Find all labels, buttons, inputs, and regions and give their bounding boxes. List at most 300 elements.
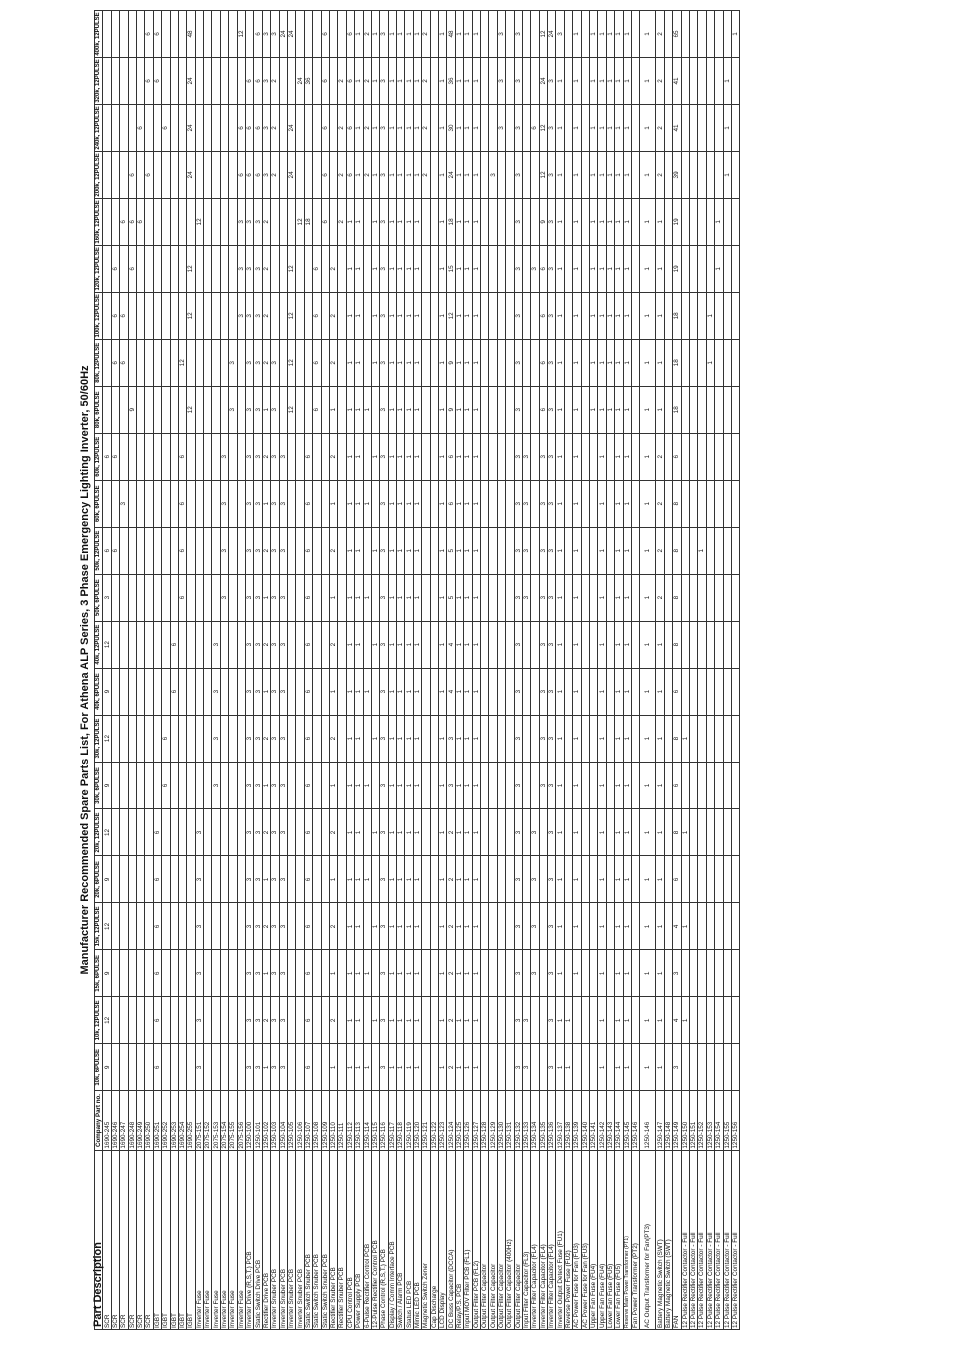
part-description-cell: Relay/P.S. PCB bbox=[455, 1150, 463, 1329]
quantity-cell: 1 bbox=[405, 715, 413, 762]
quantity-cell: 3 bbox=[497, 104, 505, 151]
quantity-cell bbox=[681, 621, 689, 668]
quantity-cell: 1 bbox=[598, 997, 606, 1044]
quantity-cell bbox=[170, 433, 178, 480]
quantity-cell: 1 bbox=[623, 856, 631, 903]
capacity-header: 120k, 12PULSE bbox=[95, 247, 102, 291]
quantity-cell: 3 bbox=[212, 668, 220, 715]
quantity-cell bbox=[237, 809, 245, 856]
quantity-cell: 3 bbox=[514, 480, 522, 527]
quantity-cell: 3 bbox=[539, 668, 547, 715]
quantity-cell bbox=[153, 715, 161, 762]
quantity-cell bbox=[590, 480, 598, 527]
quantity-cell: 6 bbox=[145, 151, 153, 198]
quantity-cell: 1 bbox=[615, 527, 623, 574]
quantity-cell: 1 bbox=[371, 104, 379, 151]
quantity-cell bbox=[363, 903, 371, 950]
quantity-cell: 1 bbox=[472, 57, 480, 104]
quantity-cell: 24 bbox=[187, 104, 195, 151]
quantity-cell bbox=[664, 292, 672, 339]
quantity-cell: 1 bbox=[598, 668, 606, 715]
quantity-cell: 3 bbox=[237, 245, 245, 292]
table-row bbox=[581, 11, 589, 1330]
quantity-cell: 1 bbox=[564, 1044, 572, 1091]
quantity-cell: 6 bbox=[313, 339, 321, 386]
quantity-cell: 1 bbox=[388, 151, 396, 198]
quantity-cell bbox=[120, 104, 128, 151]
quantity-cell bbox=[178, 856, 186, 903]
quantity-cell bbox=[531, 997, 539, 1044]
quantity-cell bbox=[153, 386, 161, 433]
quantity-cell bbox=[689, 856, 697, 903]
quantity-cell: 6 bbox=[153, 809, 161, 856]
quantity-cell bbox=[103, 245, 111, 292]
quantity-cell bbox=[229, 433, 237, 480]
quantity-cell bbox=[489, 997, 497, 1044]
quantity-cell: 1 bbox=[472, 339, 480, 386]
quantity-cell: 6 bbox=[153, 11, 161, 58]
quantity-cell bbox=[279, 245, 287, 292]
quantity-cell bbox=[287, 715, 295, 762]
quantity-cell bbox=[564, 762, 572, 809]
quantity-cell: 12 bbox=[447, 292, 455, 339]
quantity-cell bbox=[329, 198, 337, 245]
quantity-cell bbox=[204, 762, 212, 809]
table-row bbox=[229, 11, 237, 1330]
quantity-cell: 1 bbox=[455, 480, 463, 527]
quantity-cell: 1 bbox=[590, 198, 598, 245]
quantity-cell bbox=[237, 997, 245, 1044]
quantity-cell: 2 bbox=[329, 621, 337, 668]
quantity-cell: 8 bbox=[673, 527, 681, 574]
quantity-cell: 3 bbox=[548, 621, 556, 668]
part-number-cell: 1250-116 bbox=[380, 1091, 388, 1150]
quantity-cell bbox=[506, 480, 514, 527]
table-row bbox=[405, 11, 413, 1330]
quantity-cell: 8 bbox=[673, 574, 681, 621]
quantity-cell bbox=[480, 433, 488, 480]
quantity-cell: 12 bbox=[103, 715, 111, 762]
quantity-cell: 1 bbox=[355, 104, 363, 151]
quantity-cell bbox=[689, 762, 697, 809]
quantity-cell bbox=[363, 198, 371, 245]
quantity-cell: 6 bbox=[346, 104, 354, 151]
quantity-cell bbox=[681, 433, 689, 480]
quantity-cell bbox=[430, 151, 438, 198]
part-description-cell: IGBT bbox=[178, 1150, 186, 1329]
quantity-cell: 3 bbox=[531, 856, 539, 903]
table-row bbox=[706, 11, 714, 1330]
part-description-cell: Inverter Fuse bbox=[212, 1150, 220, 1329]
quantity-cell bbox=[564, 809, 572, 856]
quantity-cell: 2 bbox=[262, 198, 270, 245]
quantity-cell: 6 bbox=[254, 11, 262, 58]
quantity-cell: 3 bbox=[279, 762, 287, 809]
quantity-cell: 1 bbox=[439, 386, 447, 433]
quantity-cell bbox=[430, 1044, 438, 1091]
quantity-cell: 1 bbox=[388, 527, 396, 574]
quantity-cell: 6 bbox=[447, 433, 455, 480]
quantity-cell: 6 bbox=[254, 151, 262, 198]
part-description-cell: Inverter Snuber PCB bbox=[271, 1150, 279, 1329]
quantity-cell bbox=[681, 57, 689, 104]
quantity-cell bbox=[111, 11, 119, 58]
quantity-cell bbox=[664, 57, 672, 104]
part-description-cell: AC Output Transformer for Fan(PT3) bbox=[640, 1150, 656, 1329]
quantity-cell bbox=[363, 245, 371, 292]
quantity-cell bbox=[632, 339, 640, 386]
quantity-cell bbox=[237, 57, 245, 104]
quantity-cell: 1 bbox=[556, 762, 564, 809]
quantity-cell: 1 bbox=[598, 151, 606, 198]
quantity-cell bbox=[220, 245, 228, 292]
quantity-cell bbox=[128, 527, 136, 574]
quantity-cell bbox=[564, 903, 572, 950]
quantity-cell bbox=[430, 292, 438, 339]
quantity-cell: 3 bbox=[514, 433, 522, 480]
quantity-cell: 3 bbox=[220, 433, 228, 480]
quantity-cell: 3 bbox=[548, 1044, 556, 1091]
quantity-cell bbox=[715, 668, 723, 715]
quantity-cell bbox=[531, 762, 539, 809]
part-description-header: Part Description bbox=[95, 1150, 103, 1329]
quantity-cell: 1 bbox=[413, 292, 421, 339]
quantity-cell: 1 bbox=[615, 433, 623, 480]
quantity-cell: 12 bbox=[296, 198, 304, 245]
quantity-cell: 1 bbox=[715, 245, 723, 292]
quantity-cell: 1 bbox=[623, 668, 631, 715]
quantity-cell: 24 bbox=[287, 104, 295, 151]
quantity-cell: 3 bbox=[531, 903, 539, 950]
quantity-cell bbox=[590, 574, 598, 621]
quantity-cell: 5 bbox=[447, 527, 455, 574]
quantity-cell bbox=[506, 1044, 514, 1091]
quantity-cell: 1 bbox=[397, 1044, 405, 1091]
quantity-cell bbox=[120, 433, 128, 480]
quantity-cell: 1 bbox=[556, 903, 564, 950]
quantity-cell: 6 bbox=[162, 715, 170, 762]
quantity-cell: 12 bbox=[103, 997, 111, 1044]
quantity-cell: 1 bbox=[397, 856, 405, 903]
capacity-header: 50k, 12PULSE bbox=[95, 527, 103, 574]
quantity-cell bbox=[296, 339, 304, 386]
quantity-cell bbox=[590, 1044, 598, 1091]
quantity-cell: 3 bbox=[548, 668, 556, 715]
quantity-cell: 1 bbox=[464, 668, 472, 715]
table-row bbox=[313, 11, 321, 1330]
quantity-cell bbox=[606, 715, 614, 762]
quantity-cell bbox=[506, 245, 514, 292]
capacity-header: 400k, 12PULSE bbox=[95, 12, 102, 56]
quantity-cell bbox=[162, 668, 170, 715]
quantity-cell bbox=[522, 151, 530, 198]
quantity-cell: 12 bbox=[103, 621, 111, 668]
quantity-cell: 8 bbox=[673, 621, 681, 668]
quantity-cell: 3 bbox=[279, 480, 287, 527]
quantity-cell: 1 bbox=[640, 762, 656, 809]
quantity-cell: 6 bbox=[153, 856, 161, 903]
quantity-cell: 1 bbox=[573, 57, 581, 104]
quantity-cell bbox=[153, 339, 161, 386]
quantity-cell bbox=[111, 574, 119, 621]
quantity-cell bbox=[128, 11, 136, 58]
quantity-cell bbox=[153, 480, 161, 527]
quantity-cell bbox=[689, 480, 697, 527]
quantity-cell: 1 bbox=[573, 950, 581, 997]
quantity-cell bbox=[422, 809, 430, 856]
quantity-cell: 1 bbox=[606, 11, 614, 58]
quantity-cell bbox=[489, 339, 497, 386]
quantity-cell bbox=[581, 997, 589, 1044]
quantity-cell: 3 bbox=[195, 809, 203, 856]
table-row bbox=[689, 11, 697, 1330]
part-number-cell: 1690-249 bbox=[136, 1091, 144, 1150]
part-number-cell: 1690-252 bbox=[162, 1091, 170, 1150]
quantity-cell bbox=[321, 339, 329, 386]
quantity-cell: 1 bbox=[355, 1044, 363, 1091]
quantity-cell: 1 bbox=[405, 104, 413, 151]
quantity-cell: 1 bbox=[598, 57, 606, 104]
quantity-cell bbox=[195, 668, 203, 715]
quantity-cell bbox=[296, 668, 304, 715]
quantity-cell: 2 bbox=[329, 997, 337, 1044]
quantity-cell bbox=[178, 292, 186, 339]
quantity-cell bbox=[279, 386, 287, 433]
quantity-cell: 1 bbox=[355, 574, 363, 621]
quantity-cell bbox=[506, 11, 514, 58]
part-description-cell: CPU Control PCB bbox=[346, 1150, 354, 1329]
quantity-cell bbox=[581, 245, 589, 292]
quantity-cell: 1 bbox=[573, 433, 581, 480]
quantity-cell: 1 bbox=[598, 198, 606, 245]
quantity-cell bbox=[632, 245, 640, 292]
part-description-cell: Inverter Filter Capacitor (FL4) bbox=[539, 1150, 547, 1329]
table-body bbox=[103, 11, 740, 1330]
quantity-cell: 6 bbox=[673, 433, 681, 480]
quantity-cell bbox=[363, 433, 371, 480]
quantity-cell: 1 bbox=[262, 668, 270, 715]
quantity-cell bbox=[506, 809, 514, 856]
quantity-cell: 3 bbox=[514, 57, 522, 104]
quantity-cell bbox=[363, 997, 371, 1044]
quantity-cell bbox=[371, 480, 379, 527]
quantity-cell: 2 bbox=[271, 57, 279, 104]
quantity-cell bbox=[187, 574, 195, 621]
quantity-cell: 1 bbox=[355, 57, 363, 104]
quantity-cell: 1 bbox=[405, 903, 413, 950]
quantity-cell: 3 bbox=[380, 386, 388, 433]
quantity-cell bbox=[136, 574, 144, 621]
quantity-cell bbox=[103, 480, 111, 527]
quantity-cell: 1 bbox=[615, 198, 623, 245]
quantity-cell: 3 bbox=[548, 57, 556, 104]
part-number-cell: 2075-151 bbox=[195, 1091, 203, 1150]
quantity-cell: 2 bbox=[262, 339, 270, 386]
quantity-cell: 1 bbox=[615, 856, 623, 903]
table-row bbox=[698, 11, 706, 1330]
quantity-cell: 3 bbox=[254, 715, 262, 762]
part-number-cell: 1250-124 bbox=[447, 1091, 455, 1150]
part-description-cell: Static Switch Drive PCB bbox=[254, 1150, 262, 1329]
quantity-cell bbox=[237, 715, 245, 762]
quantity-cell bbox=[178, 198, 186, 245]
quantity-cell: 3 bbox=[271, 11, 279, 58]
quantity-cell: 1 bbox=[656, 856, 664, 903]
quantity-cell bbox=[229, 480, 237, 527]
quantity-cell: 6 bbox=[111, 527, 119, 574]
quantity-cell: 1 bbox=[388, 57, 396, 104]
table-header-row bbox=[95, 11, 103, 1330]
table-row bbox=[590, 11, 598, 1330]
capacity-header: 160k, 12PULSE bbox=[95, 200, 102, 244]
quantity-cell: 1 bbox=[573, 715, 581, 762]
quantity-cell: 48 bbox=[447, 11, 455, 58]
quantity-cell: 1 bbox=[472, 386, 480, 433]
quantity-cell: 6 bbox=[304, 621, 312, 668]
quantity-cell: 1 bbox=[615, 339, 623, 386]
quantity-cell bbox=[632, 433, 640, 480]
part-number-cell: 1250-117 bbox=[388, 1091, 396, 1150]
quantity-cell bbox=[229, 57, 237, 104]
quantity-cell: 3 bbox=[548, 104, 556, 151]
quantity-cell bbox=[220, 809, 228, 856]
quantity-cell: 1 bbox=[405, 809, 413, 856]
quantity-cell bbox=[187, 1044, 195, 1091]
quantity-cell: 3 bbox=[673, 1044, 681, 1091]
quantity-cell: 1 bbox=[590, 104, 598, 151]
quantity-cell bbox=[287, 621, 295, 668]
quantity-cell bbox=[632, 997, 640, 1044]
quantity-cell: 6 bbox=[136, 198, 144, 245]
quantity-cell: 1 bbox=[455, 198, 463, 245]
quantity-cell bbox=[296, 762, 304, 809]
part-number-cell: 1250-106 bbox=[296, 1091, 304, 1150]
quantity-cell: 1 bbox=[556, 668, 564, 715]
part-description-cell: Magnetic Switch Zener bbox=[422, 1150, 430, 1329]
quantity-cell bbox=[590, 433, 598, 480]
quantity-cell: 1 bbox=[413, 950, 421, 997]
quantity-cell bbox=[145, 903, 153, 950]
quantity-cell bbox=[706, 715, 714, 762]
quantity-cell: 1 bbox=[606, 198, 614, 245]
quantity-cell bbox=[531, 668, 539, 715]
part-number-cell: 1690-254 bbox=[178, 1091, 186, 1150]
quantity-cell bbox=[706, 433, 714, 480]
quantity-cell: 1 bbox=[598, 574, 606, 621]
quantity-cell: 1 bbox=[262, 480, 270, 527]
quantity-cell bbox=[195, 574, 203, 621]
quantity-cell: 1 bbox=[346, 997, 354, 1044]
quantity-cell bbox=[229, 950, 237, 997]
table-row bbox=[204, 11, 212, 1330]
table-row bbox=[606, 11, 614, 1330]
quantity-cell bbox=[187, 527, 195, 574]
quantity-cell: 4 bbox=[673, 997, 681, 1044]
quantity-cell bbox=[296, 950, 304, 997]
quantity-cell bbox=[329, 151, 337, 198]
quantity-cell: 1 bbox=[413, 198, 421, 245]
quantity-cell: 6 bbox=[128, 198, 136, 245]
quantity-cell: 3 bbox=[548, 809, 556, 856]
quantity-cell bbox=[681, 1044, 689, 1091]
quantity-cell bbox=[731, 997, 739, 1044]
quantity-cell: 9 bbox=[103, 1044, 111, 1091]
quantity-cell bbox=[430, 480, 438, 527]
table-row bbox=[271, 11, 279, 1330]
table-row bbox=[615, 11, 623, 1330]
quantity-cell: 1 bbox=[397, 433, 405, 480]
quantity-cell: 1 bbox=[640, 574, 656, 621]
quantity-cell bbox=[204, 433, 212, 480]
quantity-cell bbox=[187, 809, 195, 856]
quantity-cell: 1 bbox=[388, 950, 396, 997]
quantity-cell: 2 bbox=[262, 433, 270, 480]
quantity-cell bbox=[681, 245, 689, 292]
quantity-cell bbox=[279, 104, 287, 151]
quantity-cell bbox=[706, 57, 714, 104]
quantity-cell bbox=[212, 433, 220, 480]
quantity-cell bbox=[170, 1044, 178, 1091]
quantity-cell: 1 bbox=[439, 245, 447, 292]
table-row bbox=[455, 11, 463, 1330]
quantity-cell: 1 bbox=[397, 151, 405, 198]
quantity-cell bbox=[237, 762, 245, 809]
quantity-cell bbox=[606, 480, 614, 527]
quantity-cell bbox=[304, 245, 312, 292]
quantity-cell: 1 bbox=[413, 997, 421, 1044]
quantity-cell: 1 bbox=[656, 950, 664, 997]
quantity-cell: 3 bbox=[237, 292, 245, 339]
quantity-cell bbox=[321, 997, 329, 1044]
quantity-cell: 3 bbox=[489, 151, 497, 198]
quantity-cell: 1 bbox=[413, 245, 421, 292]
table-row bbox=[237, 11, 245, 1330]
quantity-cell bbox=[706, 903, 714, 950]
quantity-cell: 6 bbox=[321, 198, 329, 245]
quantity-cell: 3 bbox=[246, 762, 254, 809]
quantity-cell bbox=[581, 104, 589, 151]
part-number-cell: 1250-102 bbox=[262, 1091, 270, 1150]
quantity-cell: 18 bbox=[673, 292, 681, 339]
quantity-cell bbox=[581, 57, 589, 104]
quantity-cell bbox=[313, 527, 321, 574]
capacity-header: 15k, 12PULSE bbox=[95, 903, 103, 950]
quantity-cell: 1 bbox=[623, 245, 631, 292]
quantity-cell: 6 bbox=[145, 11, 153, 58]
company-part-no-header: Company Part no. bbox=[95, 1091, 103, 1150]
quantity-cell bbox=[204, 104, 212, 151]
quantity-cell bbox=[338, 386, 346, 433]
quantity-cell: 1 bbox=[346, 292, 354, 339]
quantity-cell: 1 bbox=[355, 480, 363, 527]
part-description-cell: LCD Display bbox=[439, 1150, 447, 1329]
quantity-cell: 1 bbox=[556, 527, 564, 574]
quantity-cell: 1 bbox=[439, 527, 447, 574]
quantity-cell: 1 bbox=[413, 104, 421, 151]
quantity-cell: 1 bbox=[556, 856, 564, 903]
quantity-cell: 2 bbox=[338, 198, 346, 245]
quantity-cell: 3 bbox=[514, 386, 522, 433]
quantity-cell: 1 bbox=[615, 668, 623, 715]
quantity-cell bbox=[664, 104, 672, 151]
quantity-cell bbox=[506, 339, 514, 386]
quantity-cell bbox=[120, 621, 128, 668]
quantity-cell bbox=[606, 574, 614, 621]
quantity-cell: 1 bbox=[573, 527, 581, 574]
quantity-cell: 2 bbox=[422, 57, 430, 104]
quantity-cell bbox=[212, 57, 220, 104]
quantity-cell: 1 bbox=[355, 433, 363, 480]
